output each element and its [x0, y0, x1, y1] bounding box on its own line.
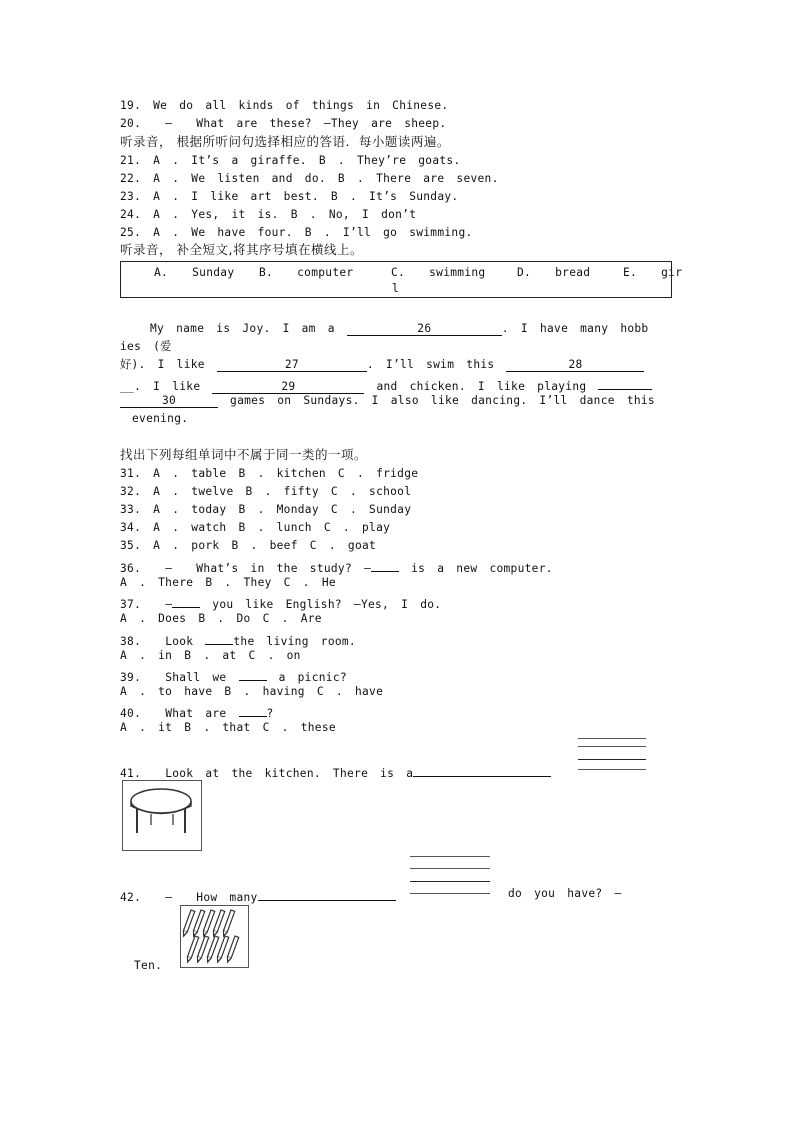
question-22: 22. A . We listen and do. B . There are seven.	[120, 172, 499, 185]
section-instruction-odd-one: 找出下列每组单词中不属于同一类的一项。	[120, 447, 368, 462]
option-d: D. bread	[517, 266, 591, 279]
question-34: 34. A . watch B . lunch C . play	[120, 521, 391, 534]
question-25: 25. A . We have four. B . I’ll go swimming.	[120, 226, 473, 239]
question-39-options: A . to have B . having C . have	[120, 685, 384, 698]
option-b: B. computer	[259, 266, 354, 279]
option-e-overflow: l	[392, 282, 400, 295]
writing-line	[578, 759, 646, 760]
section-instruction-listen-fill: 听录音， 补全短文,将其序号填在横线上。	[120, 242, 363, 257]
writing-line	[578, 769, 646, 770]
blank-28[interactable]: 28	[506, 358, 644, 372]
blank-27[interactable]: 27	[217, 358, 367, 372]
blank-26[interactable]: 26	[347, 322, 502, 336]
pencils-picture	[180, 905, 249, 968]
question-40-options: A . it B . that C . these	[120, 721, 336, 734]
blank-30[interactable]: 30	[120, 394, 218, 408]
option-c: C. swimming	[391, 266, 486, 279]
question-19: 19. We do all kinds of things in Chinese.	[120, 99, 449, 112]
question-39: 39. Shall we a picnic?	[120, 667, 347, 685]
blank-30-start[interactable]	[598, 376, 652, 390]
passage-line-3: 好). I like 27 . I’ll swim this 28	[120, 358, 644, 372]
blank-39[interactable]	[239, 667, 267, 681]
blank-40[interactable]	[239, 703, 267, 717]
question-42-answer: Ten.	[134, 959, 163, 972]
question-35: 35. A . pork B . beef C . goat	[120, 539, 377, 552]
blank-29[interactable]: 29	[212, 380, 364, 394]
question-41: 41. Look at the kitchen. There is a	[120, 763, 551, 781]
question-38: 38. Look the living room.	[120, 631, 356, 649]
writing-line	[410, 856, 490, 857]
table-picture	[122, 780, 202, 851]
writing-line	[578, 738, 646, 739]
question-31: 31. A . table B . kitchen C . fridge	[120, 467, 419, 480]
question-23: 23. A . I like art best. B . It’s Sunday.	[120, 190, 459, 203]
blank-41[interactable]	[413, 763, 551, 777]
question-42-tail: do you have? —	[508, 887, 622, 900]
section-instruction-listen-choose: 听录音， 根据所听问句选择相应的答语. 每小题读两遍。	[120, 134, 450, 149]
question-21: 21. A . It’s a giraffe. B . They’re goats.	[120, 154, 461, 167]
question-40: 40. What are ?	[120, 703, 274, 721]
question-20: 20. — What are these? —They are sheep.	[120, 117, 447, 130]
option-a: A. Sunday	[154, 266, 235, 279]
passage-line-4: __. I like 29 and chicken. I like playing	[120, 376, 652, 394]
writing-line	[410, 893, 490, 894]
passage-line-1: My name is Joy. I am a 26 . I have many hobb	[150, 322, 649, 335]
question-32: 32. A . twelve B . fifty C . school	[120, 485, 412, 498]
question-42: 42. — How many	[120, 887, 396, 905]
blank-38[interactable]	[205, 631, 233, 645]
question-38-options: A . in B . at C . on	[120, 649, 301, 662]
question-36-options: A . There B . They C . He	[120, 576, 336, 589]
word-options-box	[120, 261, 683, 298]
question-24: 24. A . Yes, it is. B . No, I don’t	[120, 208, 417, 221]
passage-line-2: ies (爱	[120, 340, 172, 353]
question-36: 36. — What’s in the study? — is a new computer.	[120, 558, 553, 576]
writing-line	[578, 746, 646, 747]
blank-37[interactable]	[172, 594, 200, 608]
option-e: E. gir	[623, 266, 683, 279]
question-37: 37. — you like English? —Yes, I do.	[120, 594, 441, 612]
blank-36[interactable]	[371, 558, 399, 572]
writing-line	[410, 881, 490, 882]
passage-line-5: 30 games on Sundays. I also like dancing. I’ll dance this	[120, 394, 655, 408]
question-33: 33. A . today B . Monday C . Sunday	[120, 503, 412, 516]
writing-line	[410, 868, 490, 869]
question-37-options: A . Does B . Do C . Are	[120, 612, 322, 625]
passage-line-6: evening.	[132, 412, 189, 425]
blank-42[interactable]	[258, 887, 396, 901]
